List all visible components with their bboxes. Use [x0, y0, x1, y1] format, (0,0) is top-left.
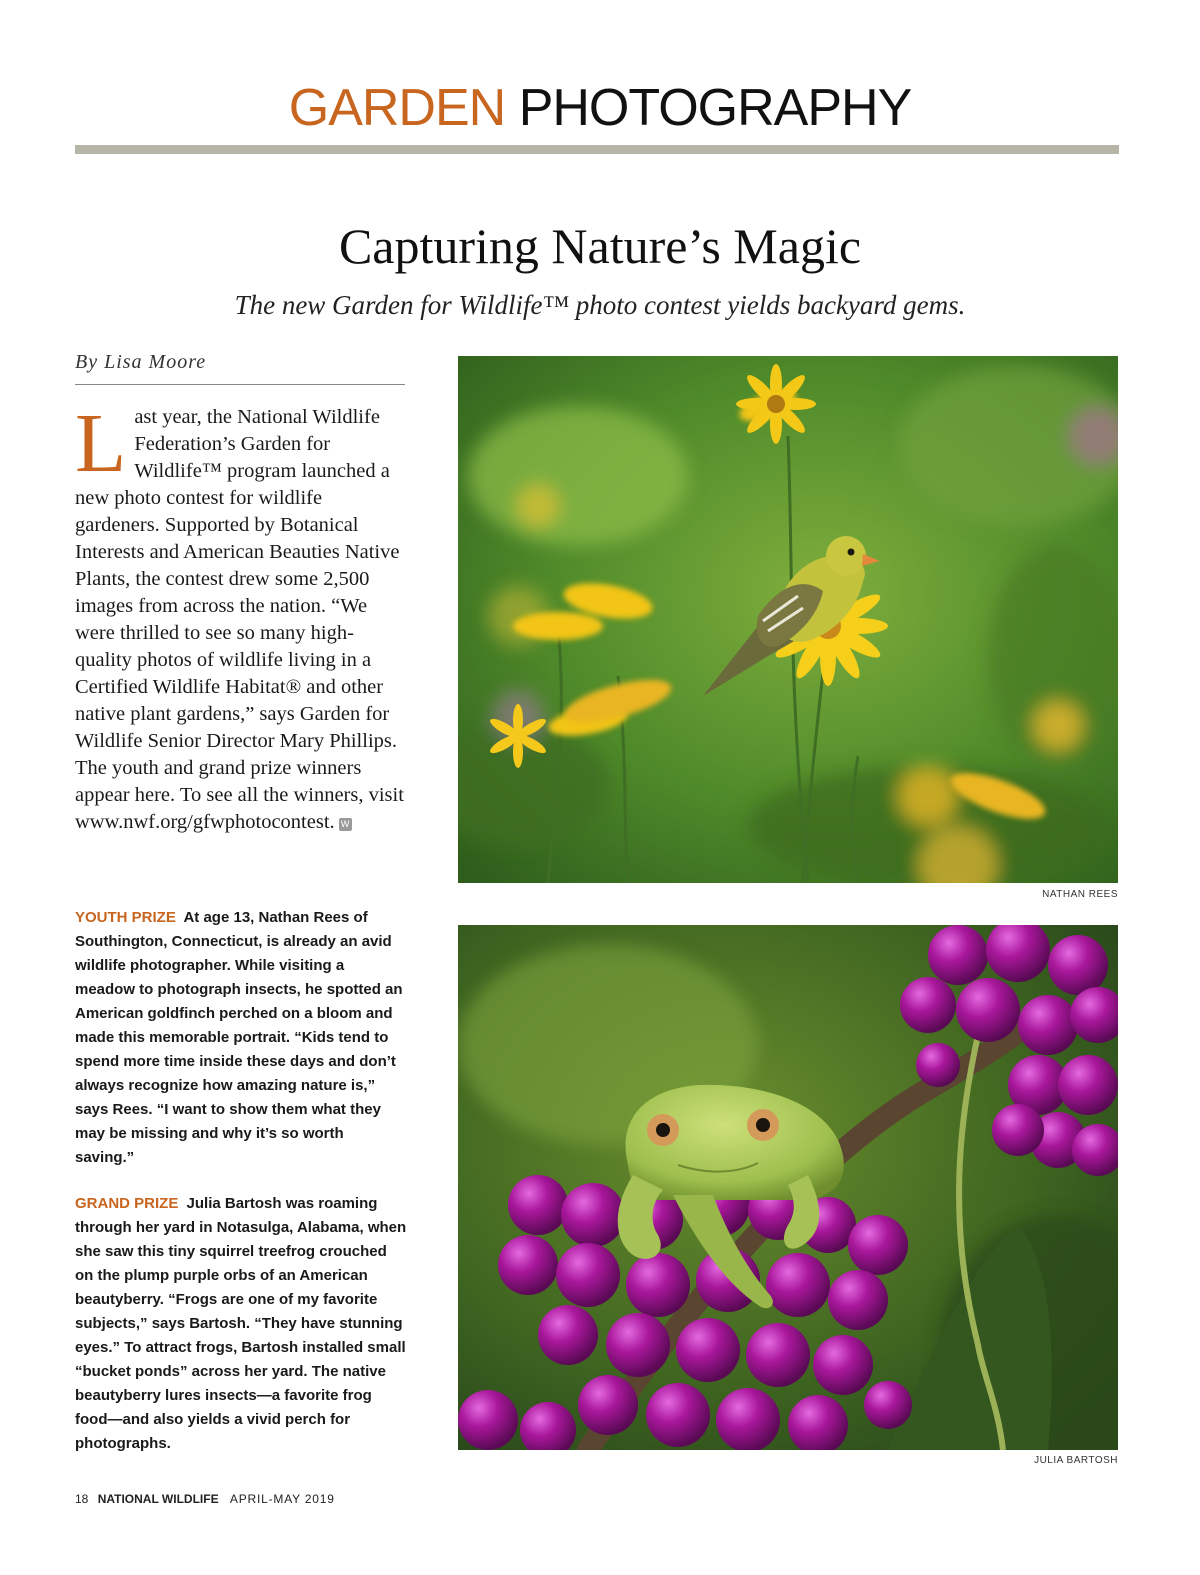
drop-cap: L	[75, 397, 127, 490]
photo1-credit: NATHAN REES	[1042, 889, 1118, 900]
photo2-credit: JULIA BARTOSH	[1034, 1455, 1118, 1466]
header-rule	[75, 145, 1119, 154]
section-heading-word-photography: PHOTOGRAPHY	[518, 79, 912, 137]
youth-prize-paragraph	[75, 906, 407, 1170]
grand-prize-paragraph	[75, 1192, 407, 1456]
grand-prize-label: GRAND PRIZE	[75, 1195, 179, 1212]
treefrog-photo	[458, 925, 1118, 1450]
sunflower-upper	[736, 364, 816, 444]
end-mark-icon: W	[339, 818, 352, 831]
goldfinch-photo-image	[458, 356, 1118, 883]
treefrog-photo-image	[458, 925, 1118, 1450]
article-title: Capturing Nature’s Magic	[338, 218, 862, 274]
youth-prize-label: YOUTH PRIZE	[75, 909, 176, 926]
publication-name: NATIONAL WILDLIFE	[97, 1492, 219, 1506]
issue-date: APRIL-MAY 2019	[229, 1492, 335, 1506]
intro-text: ast year, the National Wildlife Federation’s Garden for Wildlife™ program launched a new photo contest for wildlife gardeners. Supported by Botanical Interests and American Beauties Native Plants, the contest drew some 2,500 images from across the nation. “We were thrilled to see so many high-quality photos of wildlife living in a Certified Wildlife Habitat® and other native plant gardens,” says Garden for Wildlife Senior Director Mary Phillips. The youth and grand prize winners appear here. To see all the winners, visit www.nwf.org/gfwphotocontest.	[75, 406, 404, 833]
section-heading	[0, 78, 1200, 138]
section-heading-word-garden: GARDEN	[288, 79, 506, 137]
byline-rule	[75, 384, 405, 385]
grand-prize-text: Julia Bartosh was roaming through her yard in Notasulga, Alabama, when she saw this tiny squirrel treefrog crouched on the plump purple orbs of an American beautyberry. “Frogs are one of my favorite subjects,” says Bartosh. “They have stunning eyes.” To attract frogs, Bartosh installed small “bucket ponds” across her yard. The native beautyberry lures insects—a favorite frog food—and also yields a vivid perch for photographs.	[75, 1195, 407, 1452]
intro-paragraph	[75, 397, 407, 836]
page-number: 18	[75, 1492, 89, 1506]
goldfinch-photo	[458, 356, 1118, 883]
article-deck: The new Garden for Wildlife™ photo contest yields backyard gems.	[234, 290, 966, 320]
youth-prize-text: At age 13, Nathan Rees of Southington, Connecticut, is already an avid wildlife photographer. While visiting a meadow to photograph insects, he spotted an American goldfinch perched on a bloom and made this memorable portrait. “Kids tend to spend more time inside these days and don’t always recognize how amazing nature is,” says Rees. “I want to show them what they may be missing and why it’s so worth saving.”	[75, 909, 403, 1166]
page-footer	[75, 1492, 335, 1506]
byline: By Lisa Moore	[75, 351, 207, 373]
